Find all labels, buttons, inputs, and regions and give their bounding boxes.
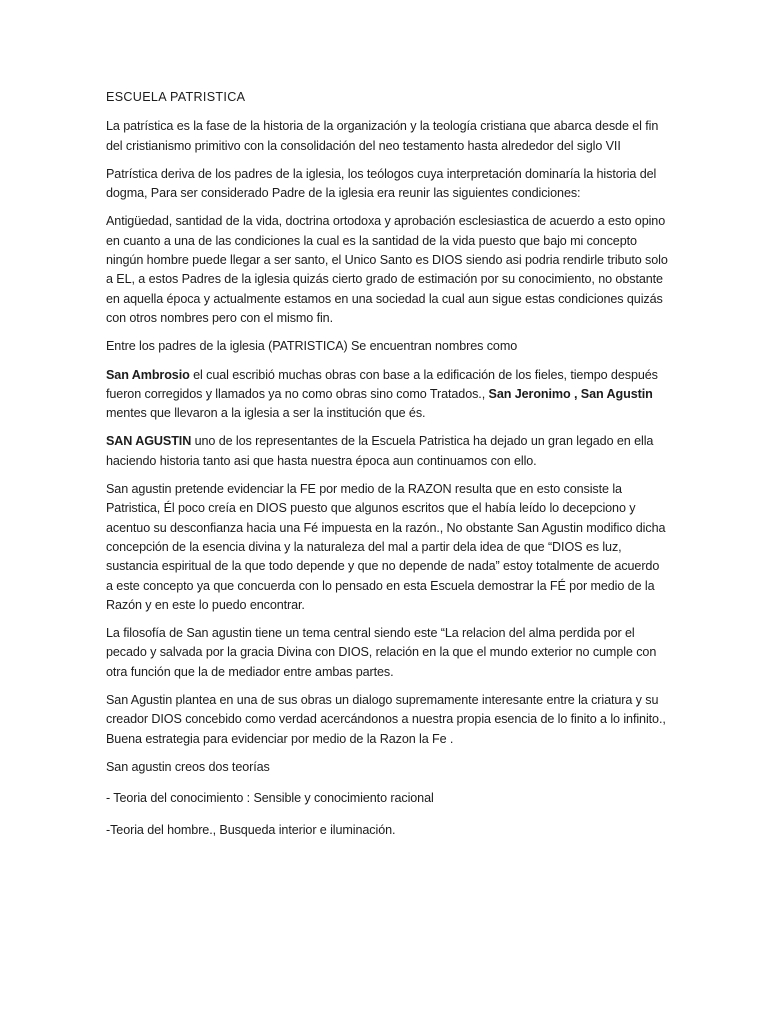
paragraph-san-agustin-text: uno de los representantes de la Escuela Patristica ha dejado un gran legado en ella haciendo historia tanto asi que hasta nuestra época aun continuamos con ello. (106, 434, 654, 468)
paragraph-fathers (106, 366, 668, 424)
document-title: ESCUELA PATRISTICA (106, 90, 246, 104)
name-san-jeronimo-agustin: San Jeronimo , San Agustin (488, 386, 653, 401)
list-item-teoria-hombre: -Teoria del hombre., Busqueda interior e iluminación. (106, 822, 396, 837)
paragraph-origin: Patrística deriva de los padres de la iglesia, los teólogos cuya interpretación dominaría la historia del dogma, Para ser considerado Padre de la iglesia era reunir las siguientes condiciones: (106, 166, 657, 201)
name-san-ambrosio: San Ambrosio (106, 367, 190, 382)
paragraph-conditions: Antigüedad, santidad de la vida, doctrina ortodoxa y aprobación esclesiastica de acuerdo a esto opino en cuanto a una de las condiciones la cual es la santidad de la vida puesto que bajo mi concepto ningún hombre puede llegar a ser santo, el Unico Santo es DIOS siendo asi podria rendirle tributo solo a EL, a estos Padres de la iglesia quizás cierto grado de estimación por su conocimiento, no obstante en aquella época y actualmente estamos en una sociedad la cual aun sigue estas condiciones quizás con otros nombres pero con el mismo fin. (106, 214, 668, 325)
paragraph-fathers-intro: Entre los padres de la iglesia (PATRISTICA) Se encuentran nombres como (106, 339, 518, 354)
paragraph-dialogo: San Agustin plantea en una de sus obras un dialogo supremamente interesante entre la criatura y su creador DIOS concebido como verdad acercándonos a nuestra propia esencia de lo finito a lo infinito., Buena estrategia para evidenciar por medio de la Razon la Fe . (106, 693, 666, 746)
paragraph-filosofia: La filosofía de San agustin tiene un tema central siendo este “La relacion del alma perdida por el pecado y salvada por la gracia Divina con DIOS, relación en la que el mundo exterior no cumple con otra función que la de mediador entre ambas partes. (106, 626, 657, 679)
paragraph-fathers-text-2: mentes que llevaron a la iglesia a ser la institución que és. (106, 406, 426, 421)
paragraph-teorias-intro: San agustin creos dos teorías (106, 759, 270, 774)
list-item-teoria-conocimiento: - Teoria del conocimiento : Sensible y conocimiento racional (106, 791, 434, 806)
paragraph-definition: La patrística es la fase de la historia de la organización y la teología cristiana que abarca desde el fin del cristianismo primitivo con la consolidación del neo testamento hasta alrededor del siglo VII (106, 119, 659, 153)
paragraph-fe-razon: San agustin pretende evidenciar la FE por medio de la RAZON resulta que en esto consiste la Patristica, Él poco creía en DIOS puesto que algunos escritos que el había leído lo decepciono y acentuo su desconfianza hacia una Fé impuesta en la razón., No obstante San Agustin modifico dicha concepción de la esencia divina y la naturaleza del mal a partir dela idea de que “DIOS es luz, sustancia espiritual de la que todo depende y que no depende de nada” estoy totalmente de acuerdo a este concepto ya que concuerda con lo pensado en esta Escuela demostrar la FÉ por medio de la Razón y en este lo puedo encontrar. (106, 482, 666, 612)
name-san-agustin: SAN AGUSTIN (106, 434, 192, 449)
paragraph-san-agustin (106, 432, 668, 471)
paragraph-fathers-text-1: el cual escribió muchas obras con base a la edificación de los fieles, tiempo después fueron corregidos y llamados ya no como obras sino como Tratados., (106, 367, 658, 401)
